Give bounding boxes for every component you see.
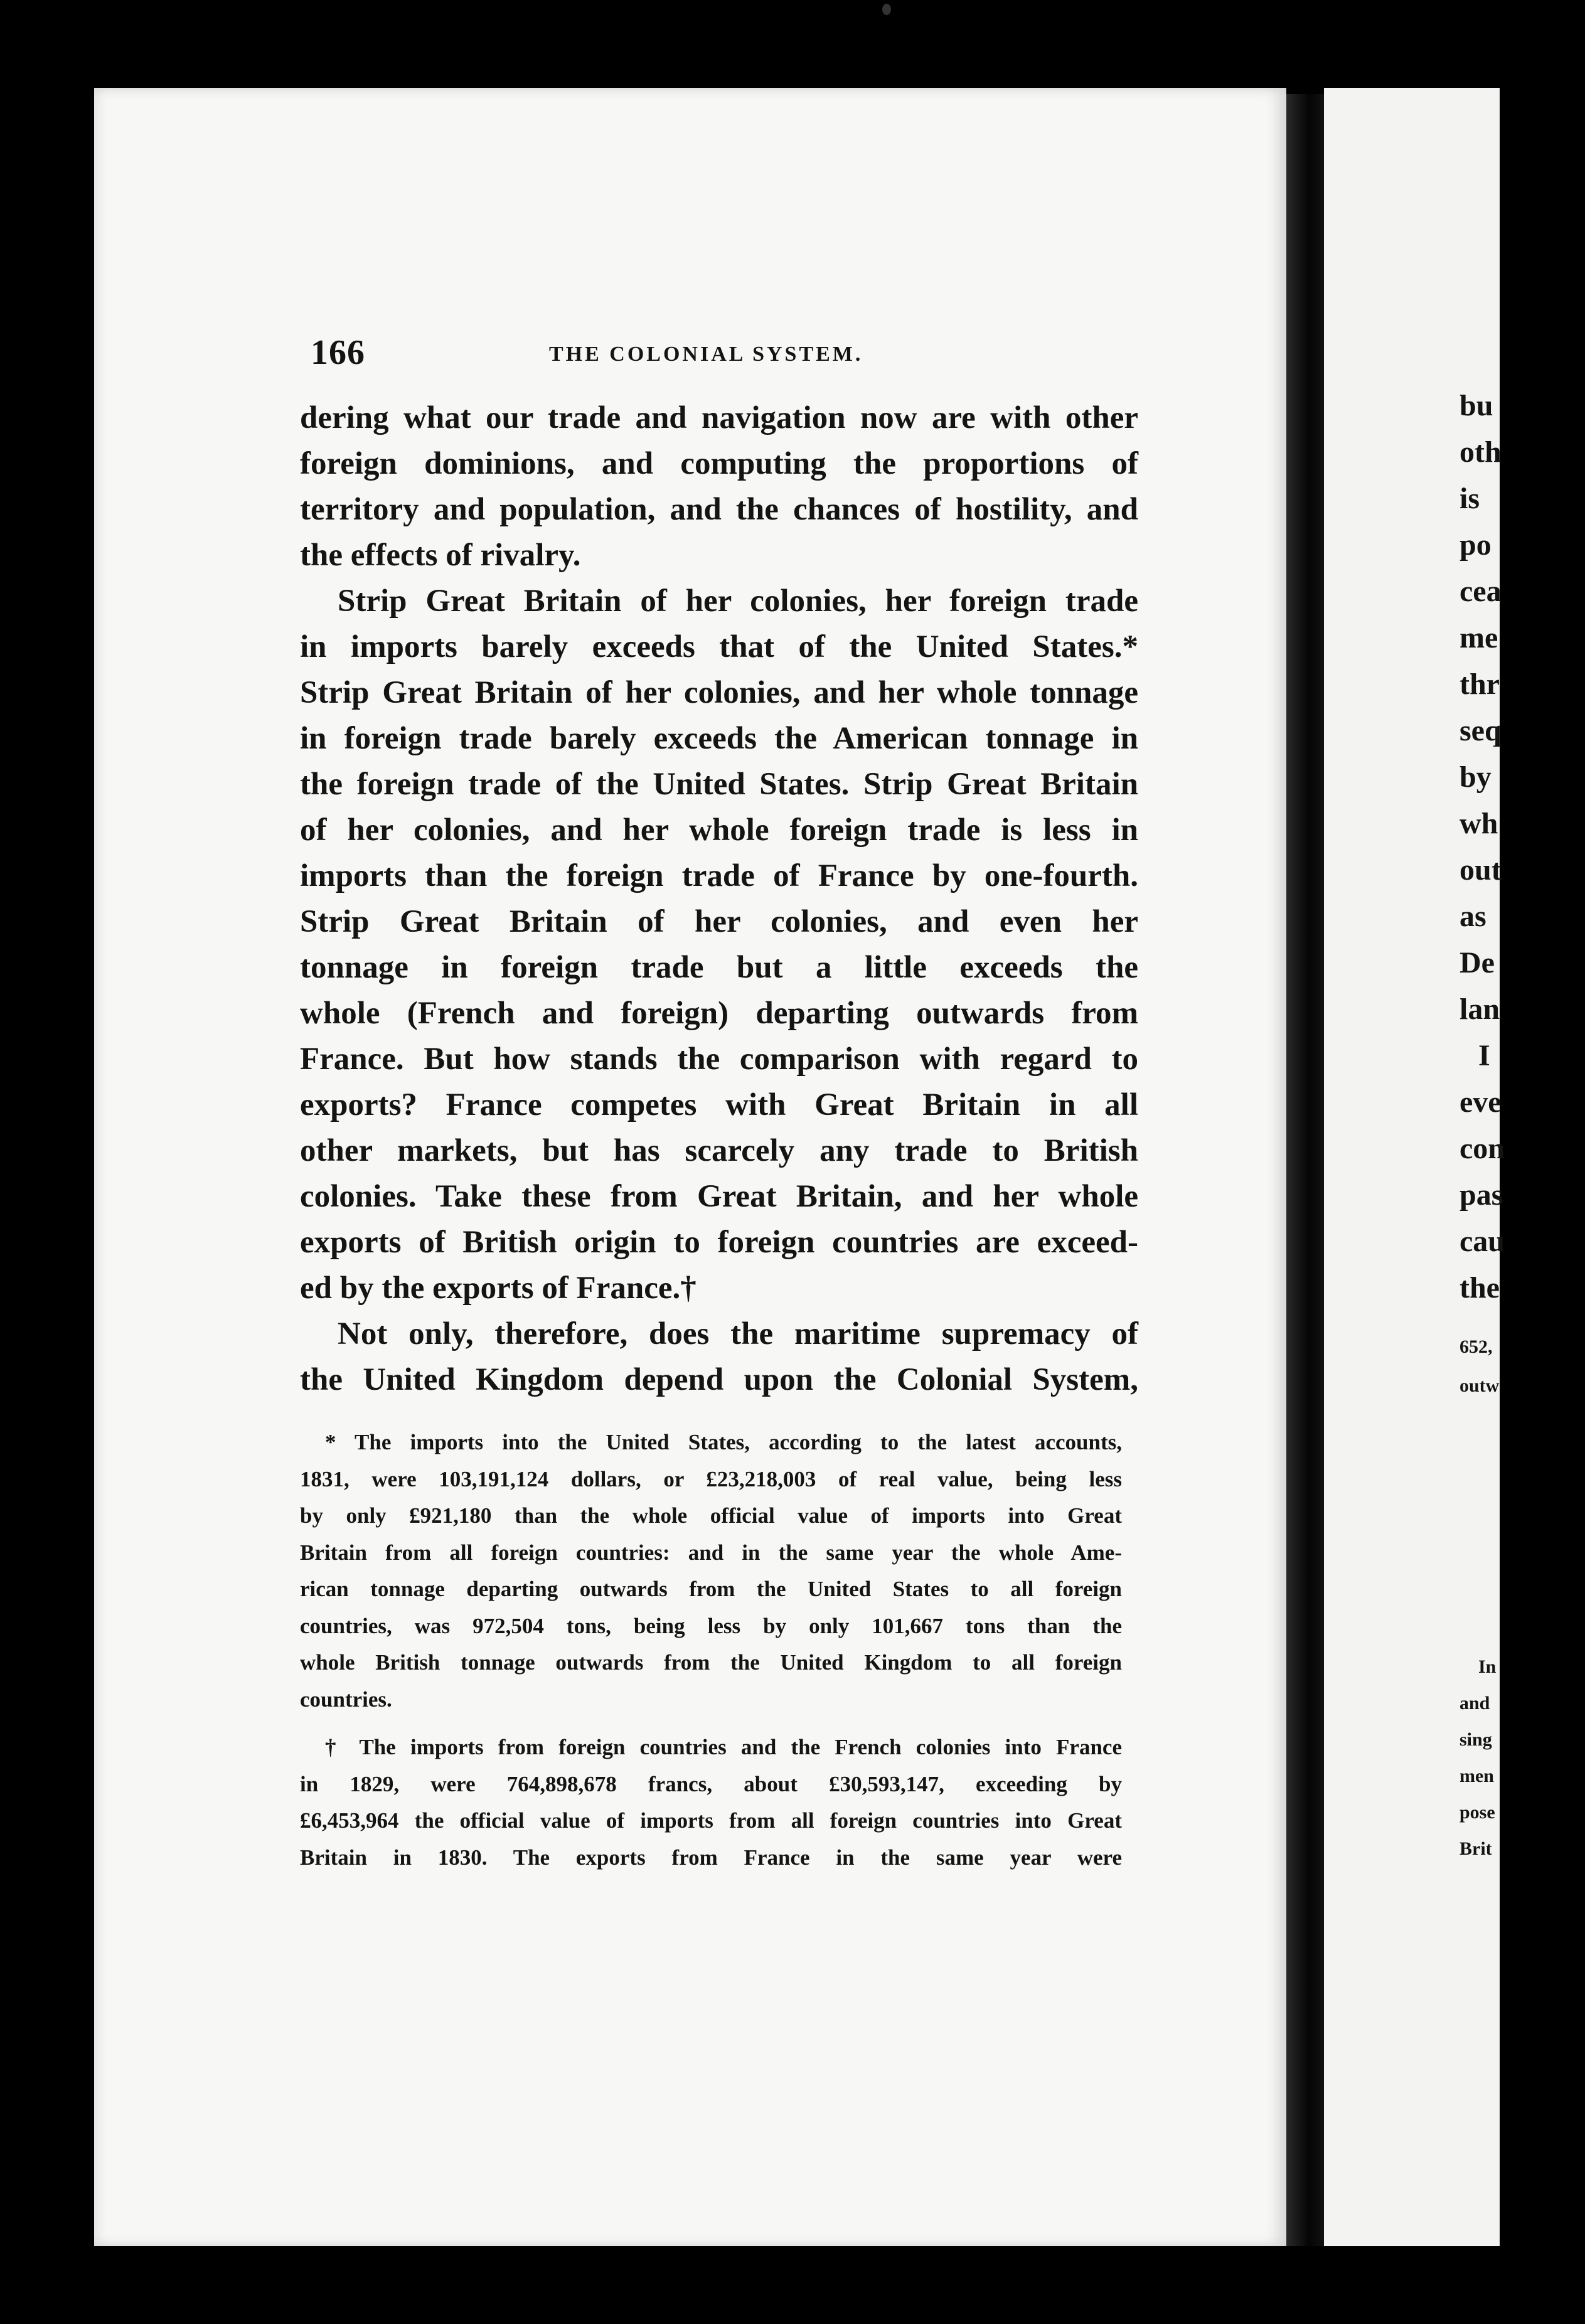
footnote-line: in 1829, were 764,898,678 francs, about £30,593,147, exceeding by [300, 1771, 1122, 1796]
facing-line: lan [1460, 993, 1500, 1026]
footnotes [300, 1424, 1122, 1876]
running-head [311, 333, 1145, 383]
body-line: the United Kingdom depend upon the Colonial System, [300, 1362, 1138, 1397]
facing-line: the [1460, 1271, 1500, 1304]
body-line: Strip Great Britain of her colonies, and even her [300, 904, 1138, 939]
body-line: in foreign trade barely exceeds the American tonnage in [300, 721, 1138, 756]
facing-line: oth [1460, 435, 1502, 469]
body-line: dering what our trade and navigation now are with other [300, 400, 1138, 435]
body-line: the effects of rivalry. [300, 538, 581, 573]
body-line: whole (French and foreign) departing outwards from [300, 996, 1138, 1031]
facing-line: po [1460, 528, 1492, 562]
body-line: imports than the foreign trade of France by one-fourth. [300, 858, 1138, 893]
footnote-line: Britain in 1830. The exports from France in the same year were [300, 1845, 1122, 1870]
facing-footnote-line: Brit [1460, 1838, 1492, 1859]
facing-line: I [1478, 1039, 1490, 1072]
footnote-line: by only £921,180 than the whole official value of imports into Great [300, 1503, 1122, 1528]
running-title: THE COLONIAL SYSTEM. [549, 343, 863, 366]
footnote-line: 1831, were 103,191,124 dollars, or £23,218,003 of real value, being less [300, 1466, 1122, 1491]
body-line: colonies. Take these from Great Britain, and her whole [300, 1179, 1138, 1214]
facing-line: is [1460, 482, 1480, 515]
footnote-line: £6,453,964 the official value of imports from all foreign countries into Great [300, 1808, 1122, 1833]
facing-footnote-line: In [1478, 1656, 1497, 1677]
footnote-line: † The imports from foreign countries and the French colonies into France [325, 1735, 1122, 1759]
body-line: France. But how stands the comparison with regard to [300, 1042, 1138, 1077]
footnote-line: rican tonnage departing outwards from the United States to all foreign [300, 1577, 1122, 1601]
footnote-gap [300, 1718, 1122, 1729]
facing-footnote-line: sing [1460, 1729, 1492, 1750]
body-line: tonnage in foreign trade but a little exceeds the [300, 950, 1138, 985]
body-line: of her colonies, and her whole foreign trade is less in [300, 813, 1138, 848]
body-line: Strip Great Britain of her colonies, her foreign trade [338, 584, 1138, 619]
facing-line: con [1460, 1132, 1505, 1165]
footnote-line: countries, was 972,504 tons, being less by only 101,667 tons than the [300, 1613, 1122, 1638]
footnote-line: * The imports into the United States, according to the latest accounts, [325, 1430, 1122, 1454]
facing-footnote-line: and [1460, 1693, 1490, 1714]
facing-line: cau [1460, 1225, 1505, 1258]
facing-line: out [1460, 853, 1502, 887]
body-text [300, 395, 1138, 1403]
body-line: Not only, therefore, does the maritime supremacy of [338, 1316, 1138, 1351]
facing-line: seq [1460, 714, 1502, 747]
facing-footnote-line: 652, [1460, 1336, 1493, 1357]
footnote-line: Britain from all foreign countries: and in the same year the whole Ame- [300, 1540, 1122, 1565]
book-gutter [1286, 94, 1324, 2246]
facing-page-scan [1324, 88, 1505, 2246]
body-line: territory and population, and the chances of hostility, and [300, 492, 1138, 527]
ink-speck [882, 4, 891, 15]
body-line: foreign dominions, and computing the proportions of [300, 446, 1138, 481]
footnote-line: whole British tonnage outwards from the United Kingdom to all foreign [300, 1650, 1122, 1675]
facing-line: wh [1460, 807, 1498, 840]
facing-line: as [1460, 900, 1486, 933]
facing-line: pas [1460, 1178, 1503, 1212]
facing-line: cea [1460, 575, 1502, 608]
page-number: 166 [311, 333, 365, 372]
facing-line: thr [1460, 668, 1500, 701]
facing-line: eve [1460, 1085, 1502, 1119]
body-line: the foreign trade of the United States. Strip Great Britain [300, 767, 1138, 802]
body-line: in imports barely exceeds that of the United States.* [300, 629, 1138, 664]
body-line: exports of British origin to foreign countries are exceed- [300, 1225, 1138, 1260]
facing-footnote-line: men [1460, 1766, 1494, 1786]
body-line: Strip Great Britain of her colonies, and her whole tonnage [300, 675, 1138, 710]
body-line: other markets, but has scarcely any trade to British [300, 1133, 1138, 1168]
facing-footnote-line: pose [1460, 1802, 1495, 1823]
body-line: ed by the exports of France.† [300, 1271, 696, 1306]
facing-line: bu [1460, 389, 1493, 422]
facing-line: by [1460, 760, 1492, 794]
facing-line: me [1460, 621, 1498, 654]
footnote-line: countries. [300, 1687, 392, 1712]
facing-footnote-line: outw [1460, 1375, 1500, 1396]
facing-line: De [1460, 946, 1495, 979]
body-line: exports? France competes with Great Britain in all [300, 1087, 1138, 1122]
